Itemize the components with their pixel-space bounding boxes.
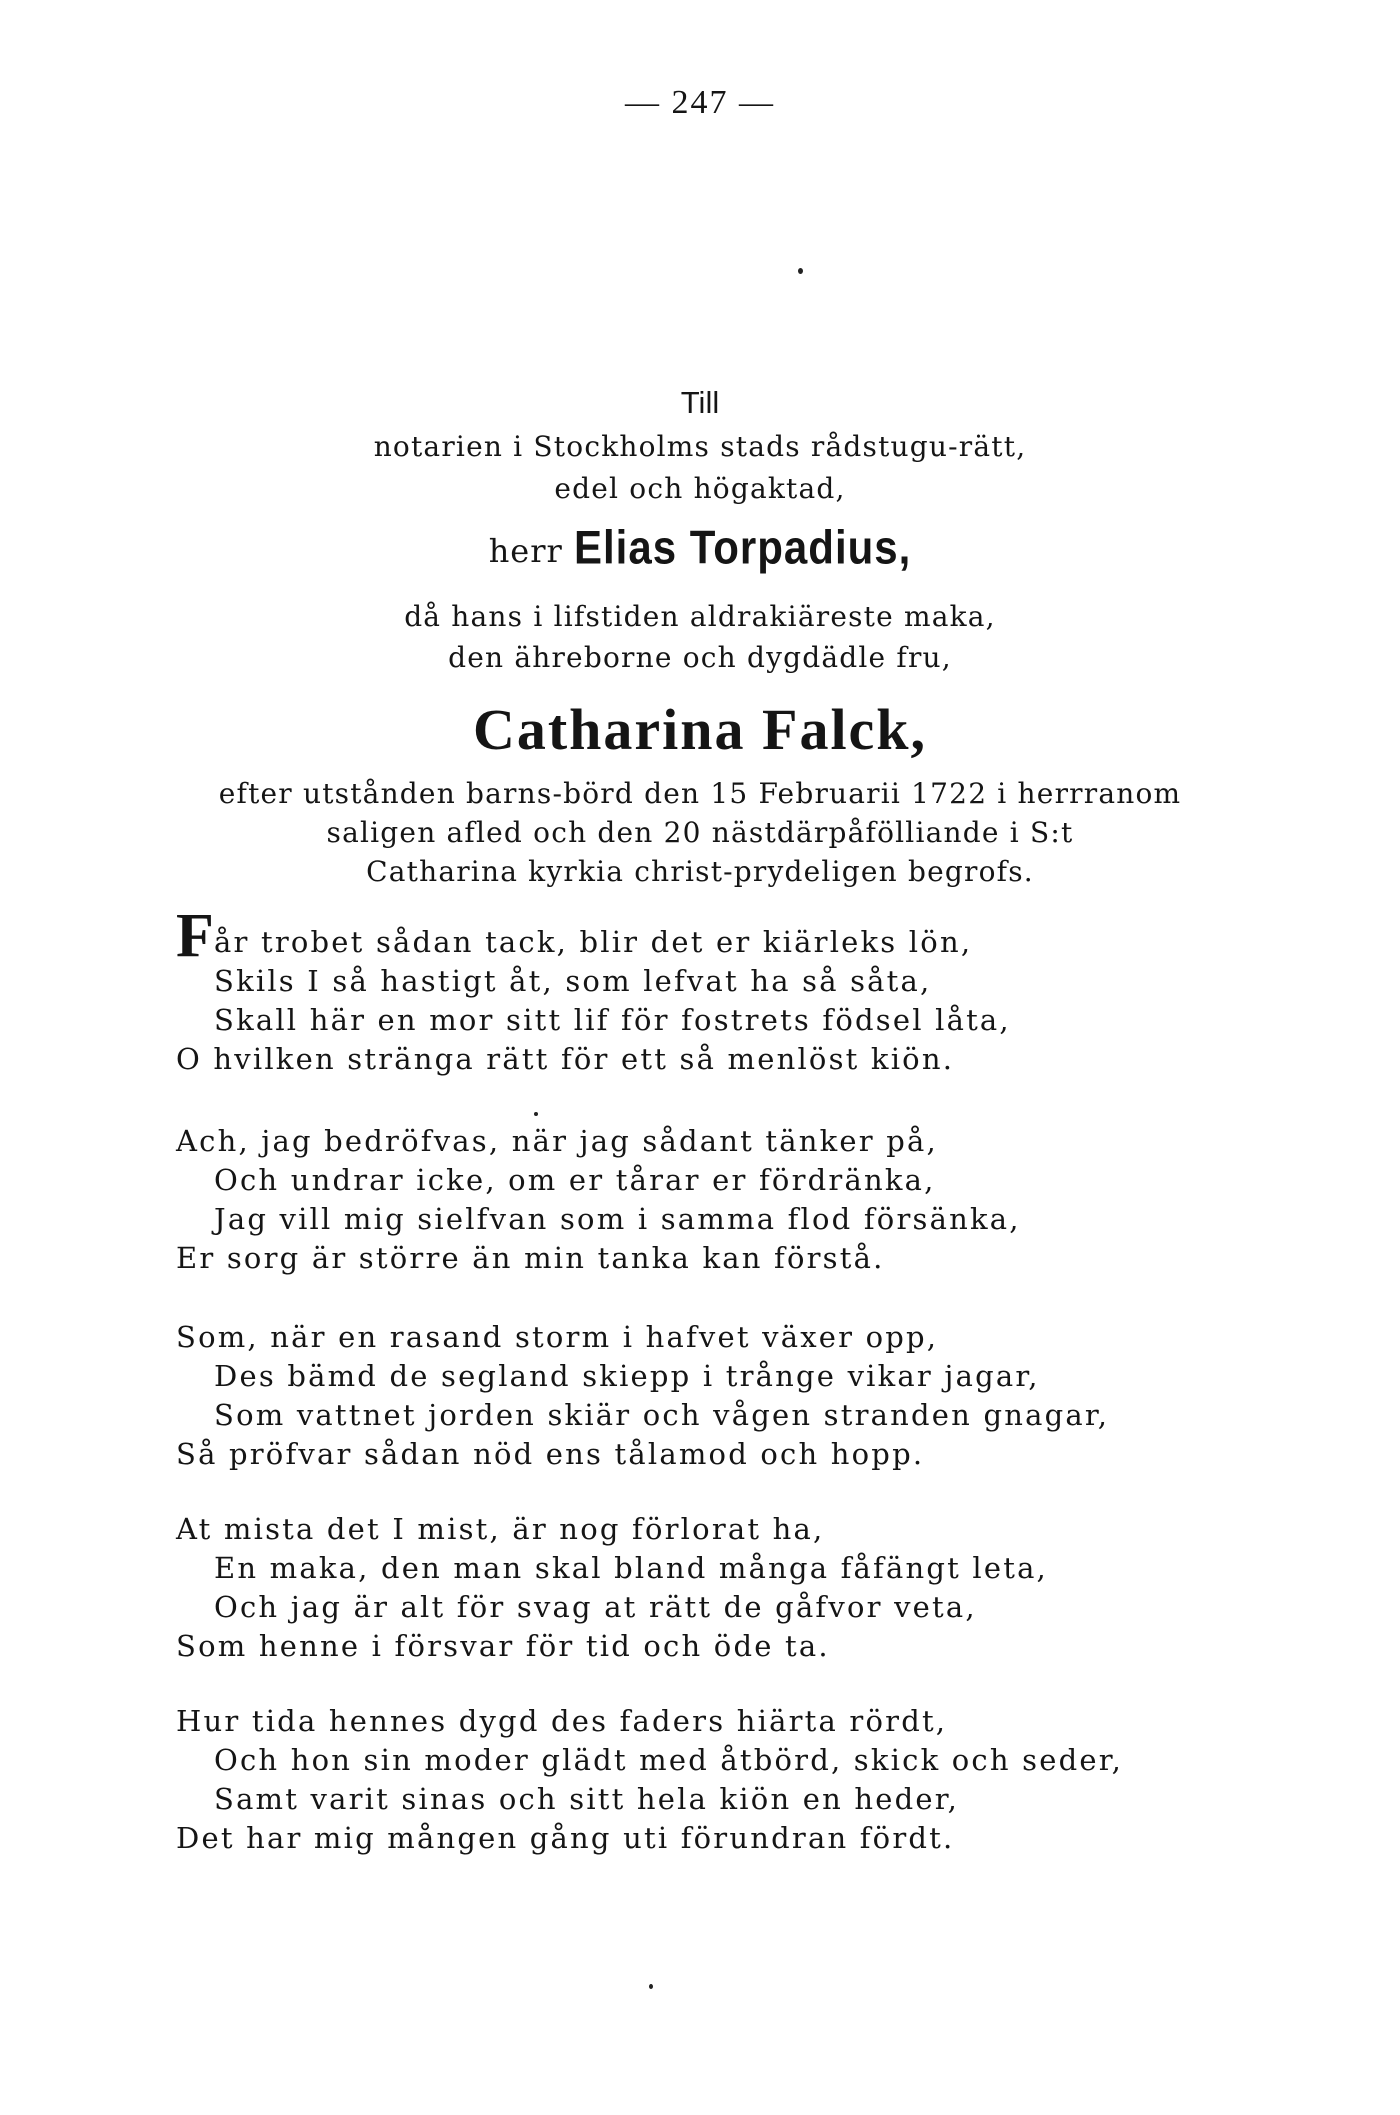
name-prefix: herr xyxy=(488,532,563,570)
verse-line: år trobet sådan tack, blir det er kiärleks lön, xyxy=(214,925,973,959)
print-speck xyxy=(649,1984,653,1989)
verse-line: Skils I så hastigt åt, som lefvat ha så såta, xyxy=(214,964,932,998)
print-speck xyxy=(534,1112,538,1116)
verse-line: Hur tida hennes dygd des faders hiärta rördt, xyxy=(176,1704,948,1738)
verse-line: Som, när en rasand storm i hafvet växer opp, xyxy=(176,1320,939,1354)
verse-line: Det har mig mången gång uti förundran fördt. xyxy=(176,1821,955,1855)
verse-line: Och undrar icke, om er tårar er fördränka, xyxy=(214,1163,936,1197)
verse-line: En maka, den man skal bland många fåfängt leta, xyxy=(214,1551,1048,1585)
dedication-line-2: edel och högaktad, xyxy=(554,472,846,505)
verse-line: Jag vill mig sielfvan som i samma flod försänka, xyxy=(214,1202,1021,1236)
dedication-line-5: den ähreborne och dygdädle fru, xyxy=(448,641,952,674)
verse-line: Er sorg är större än min tanka kan förstå. xyxy=(176,1241,885,1275)
dedicatee-name-line xyxy=(0,521,1400,574)
verse-line: Och jag är alt för svag at rätt de gåfvor veta, xyxy=(214,1590,977,1624)
dedication-line-8: saligen afled och den 20 nästdärpåfölliande i S:t xyxy=(326,816,1074,849)
dedication-line-7: efter utstånden barns-börd den 15 Februarii 1722 i herrranom xyxy=(218,777,1182,810)
dedication-line-4: då hans i lifstiden aldrakiäreste maka, xyxy=(404,600,996,633)
verse-line: Skall här en mor sitt lif för fostrets födsel låta, xyxy=(214,1003,1011,1037)
verse-line: Och hon sin moder glädt med åtbörd, skick och seder, xyxy=(214,1743,1124,1777)
dedication-heading: Till xyxy=(680,385,720,420)
verse-line: Som vattnet jorden skiär och vågen stranden gnagar, xyxy=(214,1398,1110,1432)
verse-line: Ach, jag bedröfvas, när jag sådant tänker på, xyxy=(176,1124,938,1158)
drop-cap: F xyxy=(176,902,214,970)
deceased-name: Catharina Falck, xyxy=(472,697,928,762)
verse-line: Samt varit sinas och sitt hela kiön en heder, xyxy=(214,1782,960,1816)
dedication-line-1: notarien i Stockholms stads rådstugu-rätt, xyxy=(373,430,1027,463)
print-speck xyxy=(798,268,803,274)
verse-line: Så pröfvar sådan nöd ens tålamod och hopp. xyxy=(176,1437,925,1471)
dedicatee-name: Elias Torpadius, xyxy=(574,521,912,574)
dedication-line-9: Catharina kyrkia christ-prydeligen begrofs. xyxy=(366,855,1034,888)
verse-line: O hvilken stränga rätt för ett så menlöst kiön. xyxy=(176,1042,955,1076)
page-number: — 247 — xyxy=(625,84,775,121)
verse-line: At mista det I mist, är nog förlorat ha, xyxy=(176,1512,825,1546)
verse-line: Des bämd de segland skiepp i trånge vikar jagar, xyxy=(214,1359,1040,1393)
verse-line: Som henne i försvar för tid och öde ta. xyxy=(176,1629,830,1663)
